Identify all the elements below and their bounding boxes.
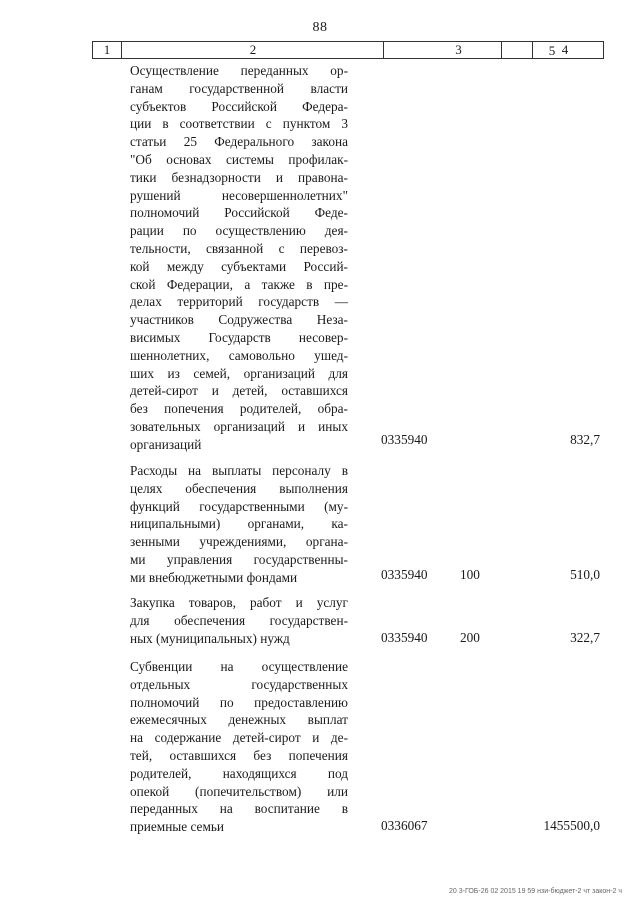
column-header-1: 1 (103, 42, 111, 57)
text-line: шеннолетних, самовольно ушед- (130, 347, 348, 363)
text-line: зовательных организаций и иных (130, 418, 348, 434)
column-header-4: 4 (532, 42, 597, 58)
text-line: Осуществление переданных ор- (130, 63, 348, 78)
column-header-2: 2 (121, 42, 384, 58)
text-line: для обеспечения государствен- (130, 612, 348, 628)
text-line: ми внебюджетными фондами (130, 569, 298, 585)
text-line: родителей, находящихся под (130, 765, 348, 781)
text-line: ции в соответствии с пунктом 3 (130, 116, 348, 132)
text-line: "Об основах системы профилак- (130, 151, 348, 167)
row-amount: 322,7 (570, 630, 600, 645)
text-line: Субвенции на осуществление (130, 659, 348, 674)
text-line: полномочий Российской Феде- (130, 205, 348, 221)
text-line: субъектов Российской Федера- (130, 98, 348, 114)
row-code: 0335940 (381, 432, 428, 447)
text-line: зенными учреждениями, органа- (130, 534, 348, 550)
document-footer: 20 3-ГОБ-26 02 2015 19 59 нзи-бюджет-2 чт закон-2 ч (448, 888, 622, 895)
text-line: Расходы на выплаты персоналу в (130, 463, 348, 478)
text-line: участников Содружества Неза- (130, 312, 348, 328)
row-amount: 510,0 (570, 567, 600, 582)
text-line: тики безнадзорности и правона- (130, 169, 348, 185)
text-line: делах территорий государств — (130, 294, 348, 310)
text-line: тей, оставшихся без попечения (130, 747, 348, 763)
text-line: опекой (попечительством) или (130, 783, 348, 799)
text-line: рушений несовершеннолетних" (130, 187, 348, 203)
text-line: ской Федерации, а также в пре- (130, 276, 348, 292)
row-description (130, 62, 348, 454)
text-line: организаций (130, 436, 202, 452)
text-line: статьи 25 Федерального закона (130, 134, 348, 150)
text-line: висимых Государств несовер- (130, 329, 348, 345)
row-type: 100 (460, 567, 480, 582)
text-line: без попечения родителей, обра- (130, 401, 348, 417)
row-amount: 1455500,0 (543, 818, 600, 833)
text-line: целях обеспечения выполнения (130, 480, 348, 496)
column-header-3: 3 (383, 42, 533, 58)
text-line: полномочий по предоставлению (130, 694, 348, 710)
text-line: тельности, связанной с перевоз- (130, 240, 348, 256)
text-line: кой между субъектами Россий- (130, 258, 348, 274)
text-line: ми управления государственны- (130, 551, 348, 567)
row-description (130, 594, 348, 647)
text-line: детей-сирот и детей, оставшихся (130, 383, 348, 399)
text-line: ных (муниципальных) нужд (130, 630, 290, 646)
row-type: 200 (460, 630, 480, 645)
row-code: 0336067 (381, 818, 428, 833)
text-line: функций государственными (му- (130, 498, 348, 514)
text-line: переданных на воспитание в (130, 801, 348, 817)
text-line: ежемесячных денежных выплат (130, 712, 348, 728)
column-header-5: 5 (548, 43, 556, 58)
row-code: 0335940 (381, 567, 428, 582)
text-line: рации по осуществлению дея- (130, 223, 348, 239)
text-line: отдельных государственных (130, 676, 348, 692)
text-line: Закупка товаров, работ и услуг (130, 595, 348, 610)
row-description (130, 658, 348, 836)
row-description (130, 462, 348, 587)
text-line: на содержание детей-сирот и де- (130, 730, 348, 746)
page-number: 88 (312, 20, 328, 35)
row-code: 0335940 (381, 630, 428, 645)
text-line: приемные семьи (130, 819, 225, 835)
text-line: ниципальными) органами, ка- (130, 516, 348, 532)
row-amount: 832,7 (570, 432, 600, 447)
text-line: ших из семей, организаций для (130, 365, 348, 381)
text-line: ганам государственной власти (130, 80, 348, 96)
